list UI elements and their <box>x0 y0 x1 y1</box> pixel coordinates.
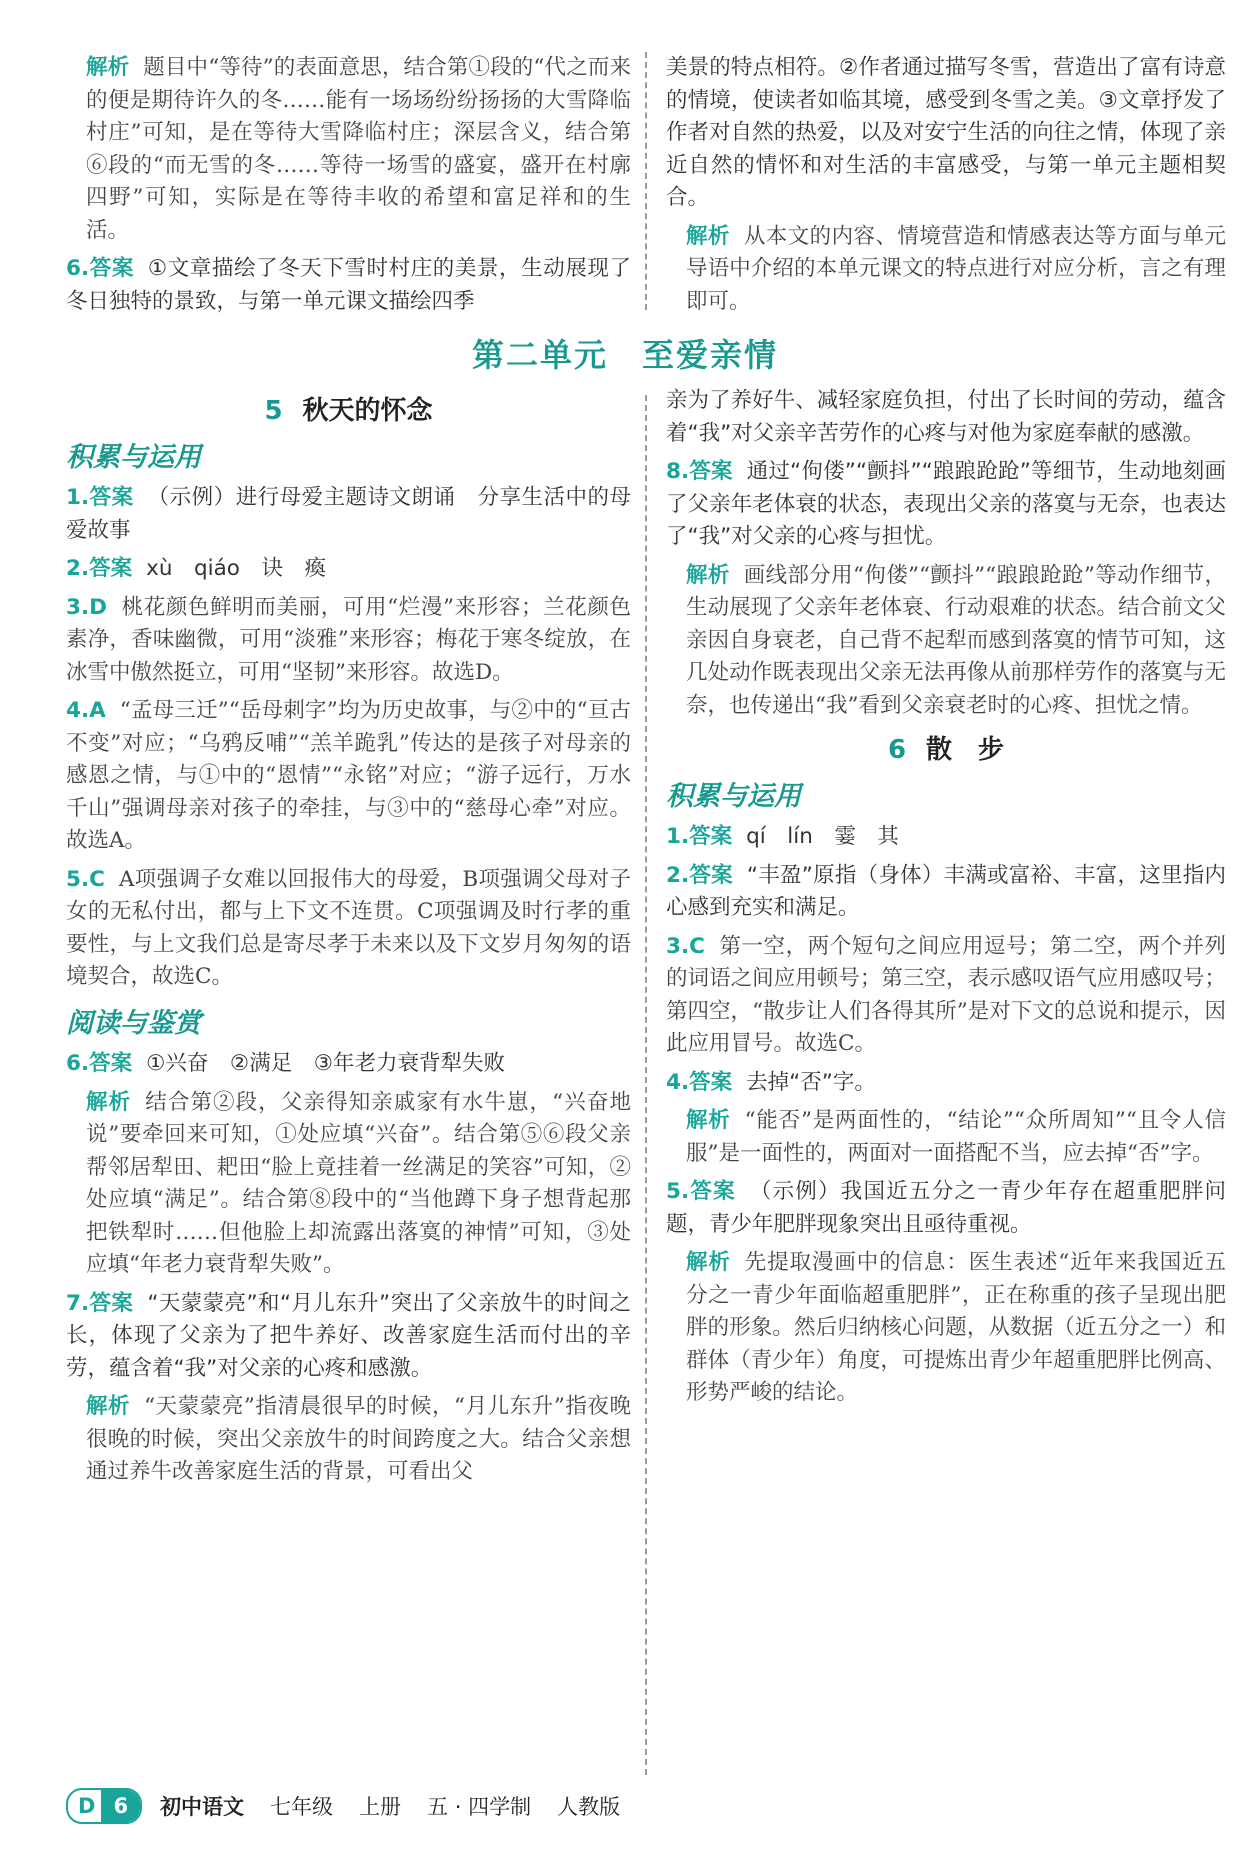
section-heading-jl-2: 积累与运用 <box>666 780 801 812</box>
page-badge <box>66 1788 142 1824</box>
item-text: 去掉“否”字。 <box>746 1069 876 1095</box>
page-number: 6 <box>101 1790 140 1822</box>
item-text: qí lín 霎 其 <box>746 824 899 849</box>
answer-label: 答案 <box>689 824 733 849</box>
item-text: “丰盈”原指（身体）丰满或富裕、丰富，这里指内心感到充实和满足。 <box>666 862 1226 920</box>
item-number: 1. <box>666 824 690 849</box>
footer-edition: 人教版 <box>557 1795 621 1819</box>
answer-item <box>666 821 1226 854</box>
item-text: 先提取漫画中的信息：医生表述“近年来我国近五分之一青少年面临超重肥胖”，正在称重的孩子呈现出肥胖的形象。然后归纳核心问题，从数据（近五分之一）和群体（青少年）角度，可提炼出青少年超重肥胖比例高、形势严峻的结论。 <box>686 1250 1226 1405</box>
item-text: A项强调子女难以回报伟大的母爱，B项强调父母对子女的无私付出，都与上下文不连贯。C项强调及时行孝的重要性，与上文我们总是寄尽孝于未来以及下文岁月匆匆的语境契合，故选C。 <box>66 866 631 989</box>
answer-label: 答案 <box>689 459 733 484</box>
answer-label: 答案 <box>89 1290 134 1316</box>
text-paragraph <box>666 52 1226 215</box>
item-text: 通过“佝偻”“颤抖”“踉踉跄跄”等细节，生动地刻画了父亲年老体衰的状态，表现出父亲的落寞与无奈，也表达了“我”对父亲的心疼与担忧。 <box>666 459 1226 549</box>
item-text: 第一空，两个短句之间应用逗号；第二空，两个并列的词语之间应用顿号；第三空，表示感叹语气应用感叹号；第四空，“散步让人们各得其所”是对下文的总说和提示，因此应用冒号。故选C。 <box>666 933 1226 1056</box>
analysis-label: 解析 <box>686 1250 731 1275</box>
item-text: “能否”是两面性的，“结论”“众所周知”“且令人信服”是一面性的，两面对一面搭配不当，应去掉“否”字。 <box>686 1108 1226 1166</box>
answer-item <box>666 1176 1226 1241</box>
lesson-5-title <box>66 395 631 428</box>
lesson-6-title <box>666 734 1226 767</box>
top-right-column <box>666 52 1226 324</box>
answer-label: 答案 <box>689 1179 736 1204</box>
answer-item <box>66 695 631 858</box>
footer-subject: 初中语文 <box>160 1795 245 1819</box>
section-heading-jl: 积累与运用 <box>66 441 201 473</box>
item-number: 4.A <box>66 698 106 723</box>
item-number: 4. <box>666 1069 690 1095</box>
answer-item <box>666 860 1226 925</box>
analysis-paragraph <box>66 1087 631 1282</box>
item-number: 8. <box>666 459 690 484</box>
item-number: 5.C <box>66 866 105 892</box>
answer-label: 答案 <box>89 1051 133 1076</box>
analysis-paragraph <box>666 560 1226 723</box>
section-heading-yd: 阅读与鉴赏 <box>66 1007 201 1039</box>
answer-item <box>666 931 1226 1061</box>
answer-label: 答案 <box>89 556 133 581</box>
answer-label: 答案 <box>89 256 134 281</box>
item-text: 桃花颜色鲜明而美丽，可用“烂漫”来形容；兰花颜色素净，香味幽微，可用“淡雅”来形容；梅花于寒冬绽放，在冰雪中傲然挺立，可用“坚韧”来形容。故选D。 <box>66 594 631 685</box>
footer-grade: 七年级 <box>270 1795 334 1819</box>
answer-item <box>666 1067 1226 1100</box>
item-text: 美景的特点相符。②作者通过描写冬雪，营造出了富有诗意的情境，使读者如临其境，感受到冬雪之美。③文章抒发了作者对自然的热爱，以及对安宁生活的向往之情，体现了亲近自然的情怀和对生活的丰富感受，与第一单元主题相契合。 <box>666 55 1226 210</box>
item-text: 从本文的内容、情境营造和情感表达等方面与单元导语中介绍的本单元课文的特点进行对应分析，言之有理即可。 <box>686 223 1226 314</box>
answer-label: 答案 <box>89 485 134 510</box>
footer-volume: 上册 <box>359 1795 402 1819</box>
answer-item <box>66 253 631 318</box>
analysis-label: 解析 <box>86 55 130 80</box>
analysis-label: 解析 <box>86 1394 131 1419</box>
analysis-label: 解析 <box>86 1089 132 1115</box>
item-text: 结合第②段，父亲得知亲戚家有水牛崽，“兴奋地说”要牵回来可知，①处应填“兴奋”。结合第⑤⑥段父亲帮邻居犁田、耙田“脸上竟挂着一丝满足的笑容”可知，②处应填“满足”。结合第⑧段中的“当他蹲下身子想背起那把铁犁时……但他脸上却流露出落寞的神情”可知，③处应填“年老力衰背犁失败”。 <box>86 1089 631 1277</box>
column-divider-top <box>645 52 647 310</box>
top-left-column <box>66 52 631 324</box>
analysis-paragraph <box>66 52 631 247</box>
analysis-paragraph <box>66 1391 631 1489</box>
answer-label: 答案 <box>689 1069 733 1095</box>
badge-letter: D <box>78 1794 96 1818</box>
item-text: xù qiáo 诀 瘓 <box>146 556 326 581</box>
item-number: 3.D <box>66 594 107 620</box>
analysis-label: 解析 <box>686 562 730 588</box>
right-column <box>666 385 1226 1416</box>
answer-item <box>66 1288 631 1386</box>
answer-item <box>66 864 631 994</box>
analysis-paragraph <box>666 1105 1226 1170</box>
item-text: 画线部分用“佝偻”“颤抖”“踉踉跄跄”等动作细节，生动展现了父亲年老体衰、行动艰难的状态。结合前文父亲因自身衰老，自己背不起犁而感到落寞的情节可知，这几处动作既表现出父亲无法再像从前那样劳作的落寞与无奈，也传递出“我”看到父亲衰老时的心疼、担忧之情。 <box>686 562 1226 718</box>
analysis-label: 解析 <box>686 223 730 249</box>
item-number: 2. <box>66 556 90 581</box>
footer-system: 五 · 四学制 <box>427 1795 532 1819</box>
analysis-paragraph <box>666 221 1226 319</box>
lesson-name: 秋天的怀念 <box>302 396 433 426</box>
lesson-number: 5 <box>264 396 283 426</box>
lesson-number: 6 <box>887 735 907 765</box>
item-number: 7. <box>66 1290 90 1316</box>
answer-item <box>66 592 631 690</box>
item-number: 2. <box>666 862 690 888</box>
item-number: 3.C <box>666 933 705 959</box>
item-text: 题目中“等待”的表面意思，结合第①段的“代之而来的便是期待许久的冬……能有一场场纷纷扬扬的大雪降临村庄”可知，是在等待大雪降临村庄；深层含义，结合第⑥段的“而无雪的冬……等待一场雪的盛宴，盛开在村廓四野”可知，实际是在等待丰收的希望和富足祥和的生活。 <box>86 55 631 243</box>
answer-item <box>66 482 631 547</box>
item-number: 5. <box>666 1179 690 1204</box>
answer-item <box>66 553 631 586</box>
item-text: ①文章描绘了冬天下雪时村庄的美景，生动展现了冬日独特的景致，与第一单元课文描绘四季 <box>66 256 631 314</box>
item-text: “孟母三迁”“岳母刺字”均为历史故事，与②中的“亘古不变”对应；“乌鸦反哺”“羔羊跪乳”传达的是孩子对母亲的感恩之情，与①中的“恩情”“永铭”对应；“游子远行，万水千山”强调母亲对孩子的牵挂，与③中的“慈母心牵”对应。故选A。 <box>66 698 631 853</box>
column-divider-main <box>645 395 647 1775</box>
item-number: 6. <box>66 256 90 281</box>
unit-title: 第二单元 至爱亲情 <box>471 336 778 374</box>
text-paragraph <box>666 385 1226 450</box>
answer-label: 答案 <box>689 862 733 888</box>
analysis-paragraph <box>666 1247 1226 1410</box>
lesson-name: 散 步 <box>926 735 1005 765</box>
item-number: 6. <box>66 1051 90 1076</box>
analysis-label: 解析 <box>686 1108 731 1133</box>
item-text: “天蒙蒙亮”和“月儿东升”突出了父亲放牛的时间之长，体现了父亲为了把牛养好、改善家庭生活而付出的辛劳，蕴含着“我”对父亲的心疼和感激。 <box>66 1290 631 1381</box>
item-text: “天蒙蒙亮”指清晨很早的时候，“月儿东升”指夜晚很晚的时候，突出父亲放牛的时间跨度之大。结合父亲想通过养牛改善家庭生活的背景，可看出父 <box>86 1394 631 1484</box>
page-footer <box>66 1788 628 1824</box>
item-text: （示例）进行母爱主题诗文朗诵 分享生活中的母爱故事 <box>66 485 631 543</box>
item-number: 1. <box>66 485 90 510</box>
left-column <box>66 385 631 1495</box>
answer-item <box>66 1048 631 1081</box>
answer-item <box>666 456 1226 554</box>
item-text: （示例）我国近五分之一青少年存在超重肥胖问题，青少年肥胖现象突出且亟待重视。 <box>666 1179 1226 1237</box>
item-text: ①兴奋 ②满足 ③年老力衰背犁失败 <box>146 1051 505 1076</box>
item-text: 亲为了养好牛、减轻家庭负担，付出了长时间的劳动，蕴含着“我”对父亲辛苦劳作的心疼与对他为家庭奉献的感激。 <box>666 388 1226 446</box>
